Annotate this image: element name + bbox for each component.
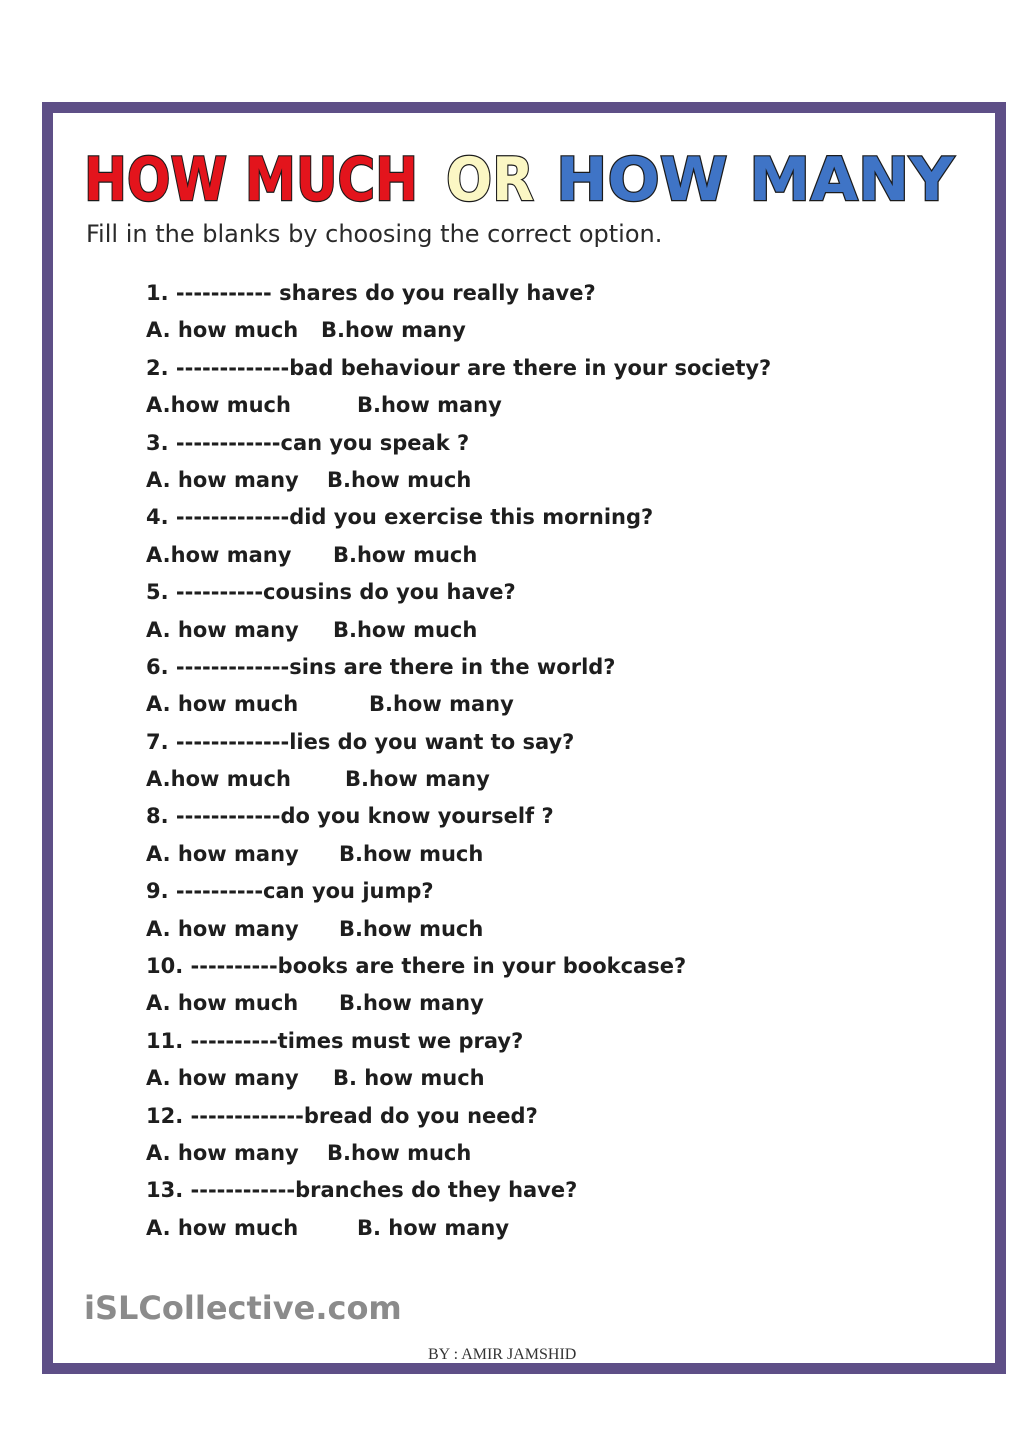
question-text: 11. ----------times must we pray? (146, 1028, 524, 1053)
option-b[interactable]: B.how much (333, 617, 478, 642)
title-how-much: HOW MUCH (84, 145, 418, 212)
option-b[interactable]: B. how many (357, 1215, 510, 1240)
option-a[interactable]: A.how many (146, 542, 292, 567)
instructions: Fill in the blanks by choosing the correct option. (86, 220, 663, 248)
question-text: 7. -------------lies do you want to say? (146, 729, 575, 754)
question-text: 8. ------------do you know yourself ? (146, 804, 554, 829)
option-a[interactable]: A. how many (146, 617, 299, 642)
answer-options (146, 838, 771, 875)
answer-options (146, 987, 771, 1024)
question-text: 13. ------------branches do they have? (146, 1178, 578, 1203)
answer-options (146, 763, 771, 800)
question-text: 6. -------------sins are there in the world? (146, 654, 616, 679)
answer-options (146, 688, 771, 725)
answer-options (146, 1062, 771, 1099)
option-b[interactable]: B. how much (333, 1066, 485, 1091)
title-how-many: HOW MANY (556, 145, 956, 212)
answer-options (146, 539, 771, 576)
question-text: 1. ----------- shares do you really have? (146, 281, 596, 305)
option-a[interactable]: A. how many (146, 1140, 299, 1165)
answer-options (146, 1212, 771, 1249)
answer-options (146, 913, 771, 950)
worksheet-title (80, 140, 960, 212)
title-or: OR (446, 145, 534, 212)
watermark: iSLCollective.com (84, 1289, 402, 1327)
option-a[interactable]: A. how many (146, 916, 299, 941)
option-b[interactable]: B.how many (345, 767, 490, 792)
option-b[interactable]: B.how many (357, 393, 502, 418)
option-b[interactable]: B.how many (369, 692, 514, 717)
answer-options (146, 464, 771, 501)
question-text: 2. -------------bad behaviour are there in your society? (146, 355, 772, 380)
option-a[interactable]: A. how many (146, 1066, 299, 1091)
option-b[interactable]: B.how much (339, 841, 484, 866)
question-text: 4. -------------did you exercise this morning? (146, 505, 654, 530)
option-b[interactable]: B.how much (333, 542, 478, 567)
option-a[interactable]: A. how much (146, 692, 299, 717)
option-b[interactable]: B.how much (339, 916, 484, 941)
option-a[interactable]: A. how much (146, 1215, 299, 1240)
option-a[interactable]: A.how much (146, 767, 291, 792)
option-a[interactable]: A. how many (146, 841, 299, 866)
question-text: 10. ----------books are there in your bookcase? (146, 954, 687, 979)
author-credit: BY : AMIR JAMSHID (428, 1346, 577, 1363)
option-b[interactable]: B.how many (321, 318, 466, 343)
answer-options (146, 389, 771, 426)
option-b[interactable]: B.how much (327, 1140, 472, 1165)
option-a[interactable]: A. how much (146, 318, 299, 343)
question-text: 3. ------------can you speak ? (146, 430, 470, 455)
option-b[interactable]: B.how many (339, 991, 484, 1016)
option-a[interactable]: A. how much (146, 991, 299, 1016)
question-text: 5. ----------cousins do you have? (146, 580, 516, 605)
question-text: 9. ----------can you jump? (146, 879, 434, 904)
option-a[interactable]: A. how many (146, 467, 299, 492)
answer-options (146, 314, 771, 351)
option-a[interactable]: A.how much (146, 393, 291, 418)
answer-options (146, 1137, 771, 1174)
question-list (146, 277, 771, 1249)
option-b[interactable]: B.how much (327, 467, 472, 492)
answer-options (146, 614, 771, 651)
question-text: 12. -------------bread do you need? (146, 1103, 538, 1128)
